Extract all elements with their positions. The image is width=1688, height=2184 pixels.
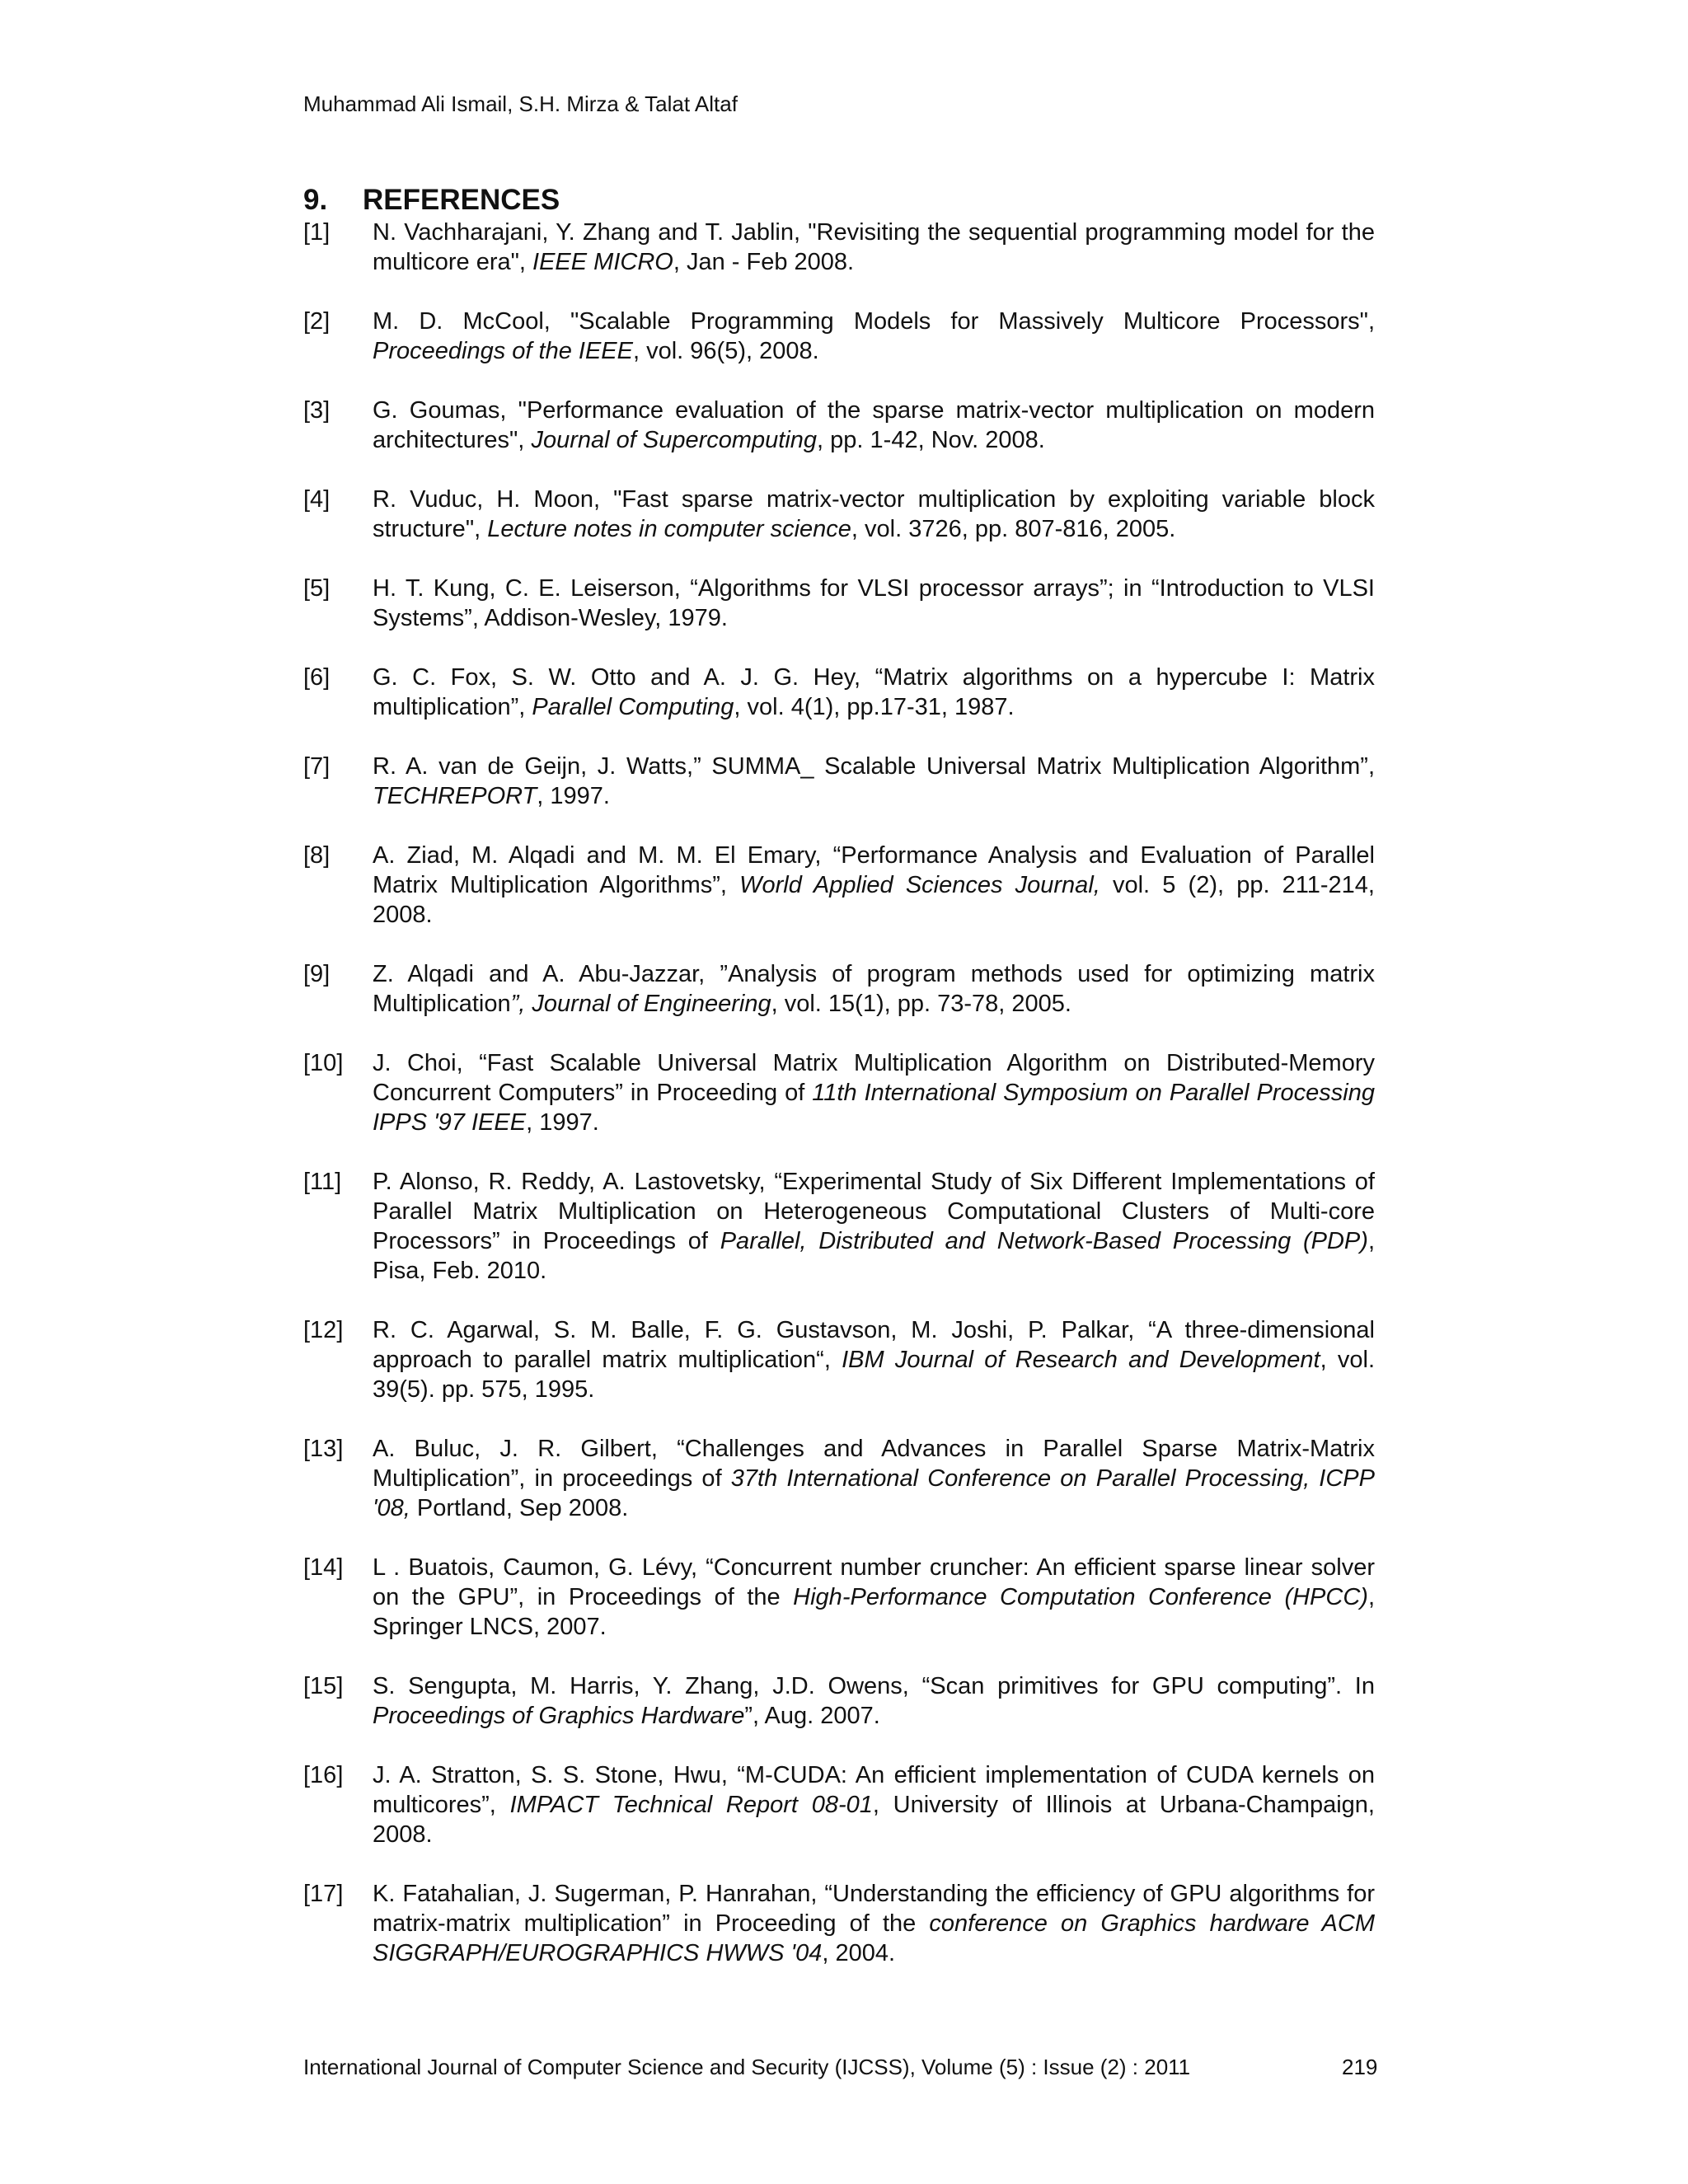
reference-text: , University of Illinois at Urbana-Champaign, 2008. [373, 1792, 1375, 1848]
reference-text: , vol. 96(5), 2008. [632, 338, 819, 364]
reference-item [303, 841, 1375, 930]
reference-item [303, 663, 1375, 722]
section-title: REFERENCES [363, 184, 560, 216]
reference-number: [7] [303, 753, 331, 780]
reference-venue: IEEE MICRO [532, 249, 673, 275]
reference-venue: IMPACT Technical Report 08-01 [509, 1792, 873, 1818]
reference-text: A. Ziad, M. Alqadi and M. M. El Emary, “Performance Analysis and Evaluation of Parallel Matrix Multiplication Algorithms”, [373, 842, 1375, 898]
reference-text: M. D. McCool, "Scalable Programming Models for Massively Multicore Processors", [373, 308, 1375, 335]
reference-venue: Proceedings of Graphics Hardware [373, 1703, 745, 1729]
reference-text: , Jan - Feb 2008. [673, 249, 855, 275]
reference-item [303, 1048, 1375, 1137]
reference-venue: Journal of Supercomputing [531, 427, 818, 453]
reference-item [303, 1315, 1375, 1404]
reference-venue: Proceedings of the IEEE [373, 338, 633, 364]
reference-text: , 1997. [526, 1109, 599, 1136]
reference-text: J. Choi, “Fast Scalable Universal Matrix Multiplication Algorithm on Distributed-Memory Concurrent Computers” in Proceeding of [373, 1050, 1375, 1106]
reference-text: N. Vachharajani, Y. Zhang and T. Jablin, "Revisiting the sequential programming model for the multicore era", [373, 219, 1375, 275]
reference-item [303, 574, 1375, 633]
reference-number: [14] [303, 1554, 344, 1581]
reference-text: , Pisa, Feb. 2010. [373, 1228, 1375, 1284]
reference-item [303, 396, 1375, 455]
reference-item [303, 1167, 1375, 1286]
reference-text: R. C. Agarwal, S. M. Balle, F. G. Gustavson, M. Joshi, P. Palkar, “A three-dimensional approach to parallel matrix multiplication“, [373, 1317, 1375, 1373]
reference-number: [3] [303, 397, 331, 424]
reference-item [303, 218, 1375, 277]
reference-text: S. Sengupta, M. Harris, Y. Zhang, J.D. Owens, “Scan primitives for GPU computing”. In [373, 1673, 1375, 1699]
reference-text: , vol. 15(1), pp. 73-78, 2005. [771, 991, 1071, 1017]
reference-venue: High-Performance Computation Conference (HPCC) [793, 1584, 1368, 1610]
reference-venue: 37th International Conference on Parallel Processing, ICPP '08, [373, 1465, 1375, 1521]
section-number: 9. [303, 184, 328, 216]
reference-text: A. Buluc, J. R. Gilbert, “Challenges and Advances in Parallel Sparse Matrix-Matrix Multiplication”, in proceedings of [373, 1436, 1375, 1492]
reference-text: ”, Aug. 2007. [744, 1703, 880, 1729]
reference-text: , vol. 3726, pp. 807-816, 2005. [851, 516, 1176, 542]
reference-number: [4] [303, 486, 331, 513]
reference-number: [1] [303, 219, 331, 246]
reference-item [303, 485, 1375, 544]
reference-text: G. Goumas, "Performance evaluation of the sparse matrix-vector multiplication on modern architectures", [373, 397, 1375, 453]
reference-text: H. T. Kung, C. E. Leiserson, “Algorithms for VLSI processor arrays”; in “Introduction to VLSI Systems”, Addison-Wesley, 1979. [373, 575, 1375, 631]
reference-venue: TECHREPORT [373, 783, 537, 809]
section-heading [303, 183, 560, 218]
reference-item [303, 1434, 1375, 1523]
reference-number: [2] [303, 308, 331, 335]
reference-item [303, 1879, 1375, 1968]
reference-text: , vol. 39(5). pp. 575, 1995. [373, 1347, 1376, 1403]
reference-number: [15] [303, 1673, 344, 1699]
reference-venue: Parallel, Distributed and Network-Based Processing (PDP) [720, 1228, 1368, 1254]
reference-text: Portland, Sep 2008. [410, 1495, 629, 1521]
reference-text: G. C. Fox, S. W. Otto and A. J. G. Hey, “Matrix algorithms on a hypercube I: Matrix multiplication”, [373, 664, 1375, 720]
running-header: Muhammad Ali Ismail, S.H. Mirza & Talat Altaf [303, 91, 738, 116]
reference-number: [6] [303, 664, 331, 691]
reference-number: [13] [303, 1436, 344, 1462]
reference-number: [5] [303, 575, 331, 602]
reference-text: L . Buatois, Caumon, G. Lévy, “Concurrent number cruncher: An efficient sparse linear solver on the GPU”, in Proceedings of the [373, 1554, 1375, 1610]
reference-number: [16] [303, 1762, 344, 1788]
reference-venue: IBM Journal of Research and Development [842, 1347, 1320, 1373]
reference-venue: 11th International Symposium on Parallel Processing IPPS '97 IEEE [373, 1080, 1375, 1136]
reference-number: [9] [303, 961, 331, 987]
reference-item [303, 752, 1375, 811]
reference-venue: Parallel Computing [532, 694, 734, 720]
reference-text: vol. 5 (2), pp. 211-214, 2008. [373, 872, 1375, 928]
reference-text: , 2004. [822, 1940, 896, 1966]
reference-text: , Springer LNCS, 2007. [373, 1584, 1375, 1640]
reference-number: [10] [303, 1050, 344, 1076]
reference-venue: ”, Journal of Engineering [510, 991, 771, 1017]
reference-item [303, 1760, 1375, 1849]
reference-venue: conference on Graphics hardware ACM SIGGRAPH/EUROGRAPHICS HWWS '04 [373, 1910, 1375, 1966]
page-number: 219 [1342, 2055, 1378, 2079]
reference-number: [17] [303, 1881, 344, 1907]
reference-text: K. Fatahalian, J. Sugerman, P. Hanrahan, “Understanding the efficiency of GPU algorithms for matrix-matrix multiplication” in Proceeding of the [373, 1881, 1375, 1937]
reference-list [303, 218, 1375, 1998]
reference-text: P. Alonso, R. Reddy, A. Lastovetsky, “Experimental Study of Six Different Implementations of Parallel Matrix Multiplication on Heterogeneous Computational Clusters of Multi-core Processors” in Proceedings of [373, 1169, 1375, 1254]
reference-venue: World Applied Sciences Journal, [739, 872, 1100, 898]
journal-footer: International Journal of Computer Science and Security (IJCSS), Volume (5) : Issue (2) : 2011 [303, 2055, 1191, 2079]
reference-text: R. A. van de Geijn, J. Watts,” SUMMA_ Scalable Universal Matrix Multiplication Algorithm”, [373, 753, 1375, 780]
reference-item [303, 1553, 1375, 1642]
reference-item [303, 959, 1375, 1019]
reference-number: [11] [303, 1169, 342, 1195]
reference-text: J. A. Stratton, S. S. Stone, Hwu, “M-CUDA: An efficient implementation of CUDA kernels on multicores”, [373, 1762, 1375, 1818]
reference-text: , vol. 4(1), pp.17-31, 1987. [734, 694, 1015, 720]
reference-number: [12] [303, 1317, 344, 1343]
reference-item [303, 307, 1375, 366]
reference-text: , pp. 1-42, Nov. 2008. [817, 427, 1045, 453]
reference-venue: Lecture notes in computer science [487, 516, 851, 542]
reference-item [303, 1671, 1375, 1731]
reference-text: Z. Alqadi and A. Abu-Jazzar, ”Analysis of program methods used for optimizing matrix Multiplication [373, 961, 1375, 1017]
reference-text: , 1997. [537, 783, 610, 809]
reference-number: [8] [303, 842, 331, 869]
reference-text: R. Vuduc, H. Moon, "Fast sparse matrix-vector multiplication by exploiting variable block structure", [373, 486, 1375, 542]
